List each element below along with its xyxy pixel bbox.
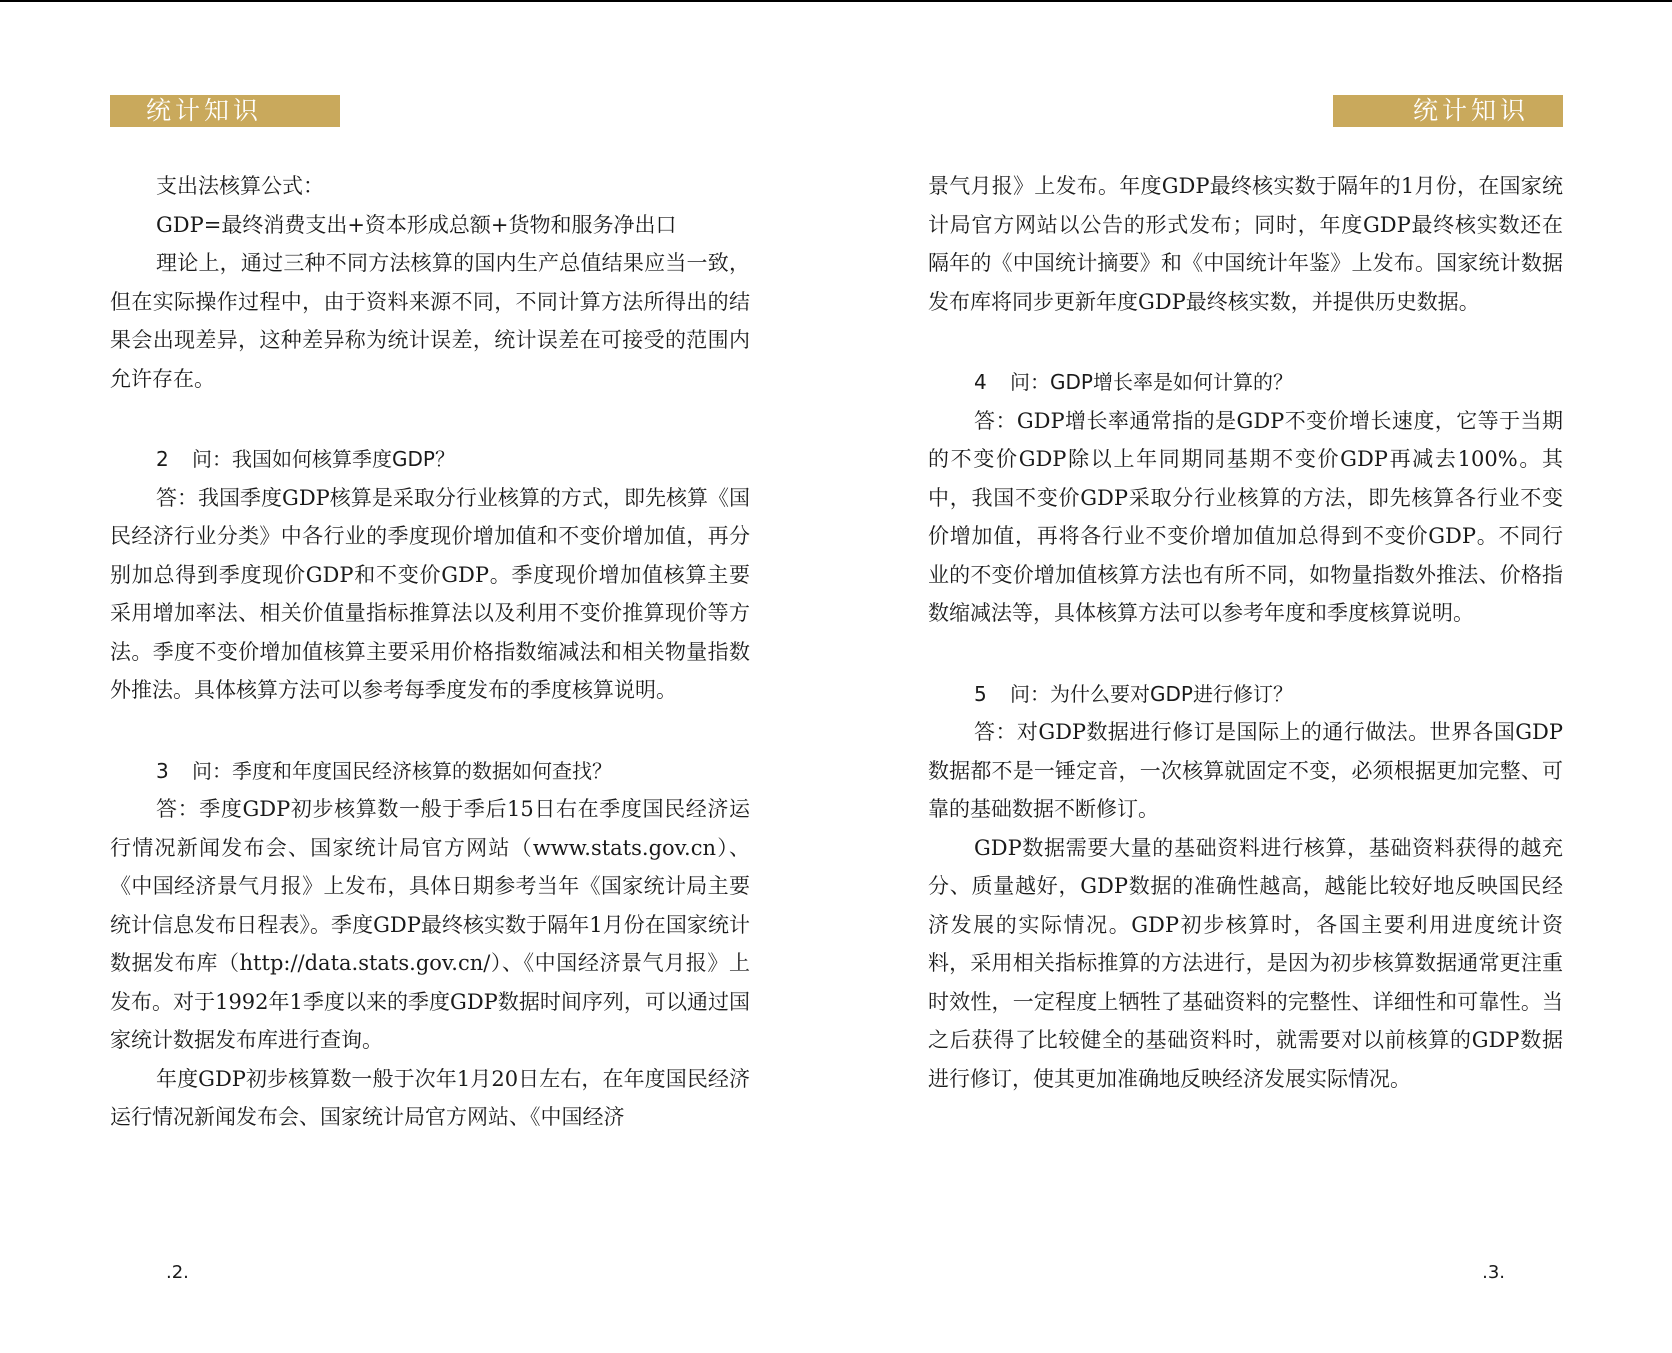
answer-3-paragraph-1: 答：季度GDP初步核算数一般于季后15日右在季度国民经济运行情况新闻发布会、国家统计局官方网站（www.stats.gov.cn）、《中国经济景气月报》上发布，具体日期参考当年《国家统计局主要统计信息发布日程表》。季度GDP最终核实数于隔年1月份在国家统计数据发布库（http://data.stats.gov.cn/）、《中国经济景气月报》上发布。对于1992年1季度以来的季度GDP数据时间序列，可以通过国家统计数据发布库进行查询。 [110,797,750,1052]
question-4-heading [928,363,1563,402]
question-2-heading [110,440,750,479]
page-number-right: .3. [1482,1262,1505,1283]
question-number: 5 [974,681,987,706]
question-text: 问：GDP增长率是如何计算的？ [1010,370,1293,394]
question-number: 3 [156,758,169,783]
question-5-heading [928,675,1563,714]
page-number-left: .2. [166,1262,189,1283]
right-page-body [928,167,1563,1098]
section-spacer [110,398,750,440]
header-banner-left: 统计知识 [110,95,340,127]
answer-2-paragraph: 答：我国季度GDP核算是采取分行业核算的方式，即先核算《国民经济行业分类》中各行业的季度现价增加值和不变价增加值，再分别加总得到季度现价GDP和不变价GDP。季度现价增加值核算主要采用增加率法、相关价值量指标推算法以及利用不变价推算现价等方法。季度不变价增加值核算主要采用价格指数缩减法和相关物量指数外推法。具体核算方法可以参考每季度发布的季度核算说明。 [110,485,750,702]
question-text: 问：季度和年度国民经济核算的数据如何查找？ [192,758,612,783]
left-page [110,0,750,1353]
left-page-body [110,167,750,1137]
header-banner-right: 统计知识 [1333,95,1563,127]
question-number: 2 [156,447,169,471]
formula-intro: 支出法核算公式： [156,174,324,198]
formula-expression: GDP=最终消费支出+资本形成总额+货物和服务净出口 [156,212,677,237]
section-spacer [110,710,750,752]
answer-4-paragraph: 答：GDP增长率通常指的是GDP不变价增长速度，它等于当期的不变价GDP除以上年同期同基期不变价GDP再减去100%。其中，我国不变价GDP采取分行业核算的方法，即先核算各行业不变价增加值，再将各行业不变价增加值加总得到不变价GDP。不同行业的不变价增加值核算方法也有所不同，如物量指数外推法、价格指数缩减法等，具体核算方法可以参考年度和季度核算说明。 [928,408,1563,625]
answer-5-paragraph-2: GDP数据需要大量的基础资料进行核算，基础资料获得的越充分、质量越好，GDP数据的准确性越高，越能比较好地反映国民经济发展的实际情况。GDP初步核算时，各国主要利用进度统计资料，采用相关指标推算的方法进行，是因为初步核算数据通常更注重时效性，一定程度上牺牲了基础资料的完整性、详细性和可靠性。当之后获得了比较健全的基础资料时，就需要对以前核算的GDP数据进行修订，使其更加准确地反映经济发展实际情况。 [928,835,1563,1091]
continuation-paragraph: 景气月报》上发布。年度GDP最终核实数于隔年的1月份，在国家统计局官方网站以公告的形式发布；同时，年度GDP最终核实数还在隔年的《中国统计摘要》和《中国统计年鉴》上发布。国家统计数据发布库将同步更新年度GDP最终核实数，并提供历史数据。 [928,174,1563,314]
question-number: 4 [974,370,987,394]
question-text: 问：为什么要对GDP进行修订？ [1010,681,1293,706]
section-spacer [928,321,1563,363]
section-spacer [928,633,1563,675]
question-3-heading [110,752,750,791]
question-text: 问：我国如何核算季度GDP？ [192,447,455,471]
answer-3-paragraph-2: 年度GDP初步核算数一般于次年1月20日左右，在年度国民经济运行情况新闻发布会、国家统计局官方网站、《中国经济 [110,1066,750,1129]
answer-5-paragraph-1: 答：对GDP数据进行修订是国际上的通行做法。世界各国GDP数据都不是一锤定音，一次核算就固定不变，必须根据更加完整、可靠的基础数据不断修订。 [928,720,1563,821]
theory-paragraph: 理论上，通过三种不同方法核算的国内生产总值结果应当一致，但在实际操作过程中，由于资料来源不同，不同计算方法所得出的结果会出现差异，这种差异称为统计误差，统计误差在可接受的范围内允许存在。 [110,251,750,391]
right-page [928,0,1563,1353]
